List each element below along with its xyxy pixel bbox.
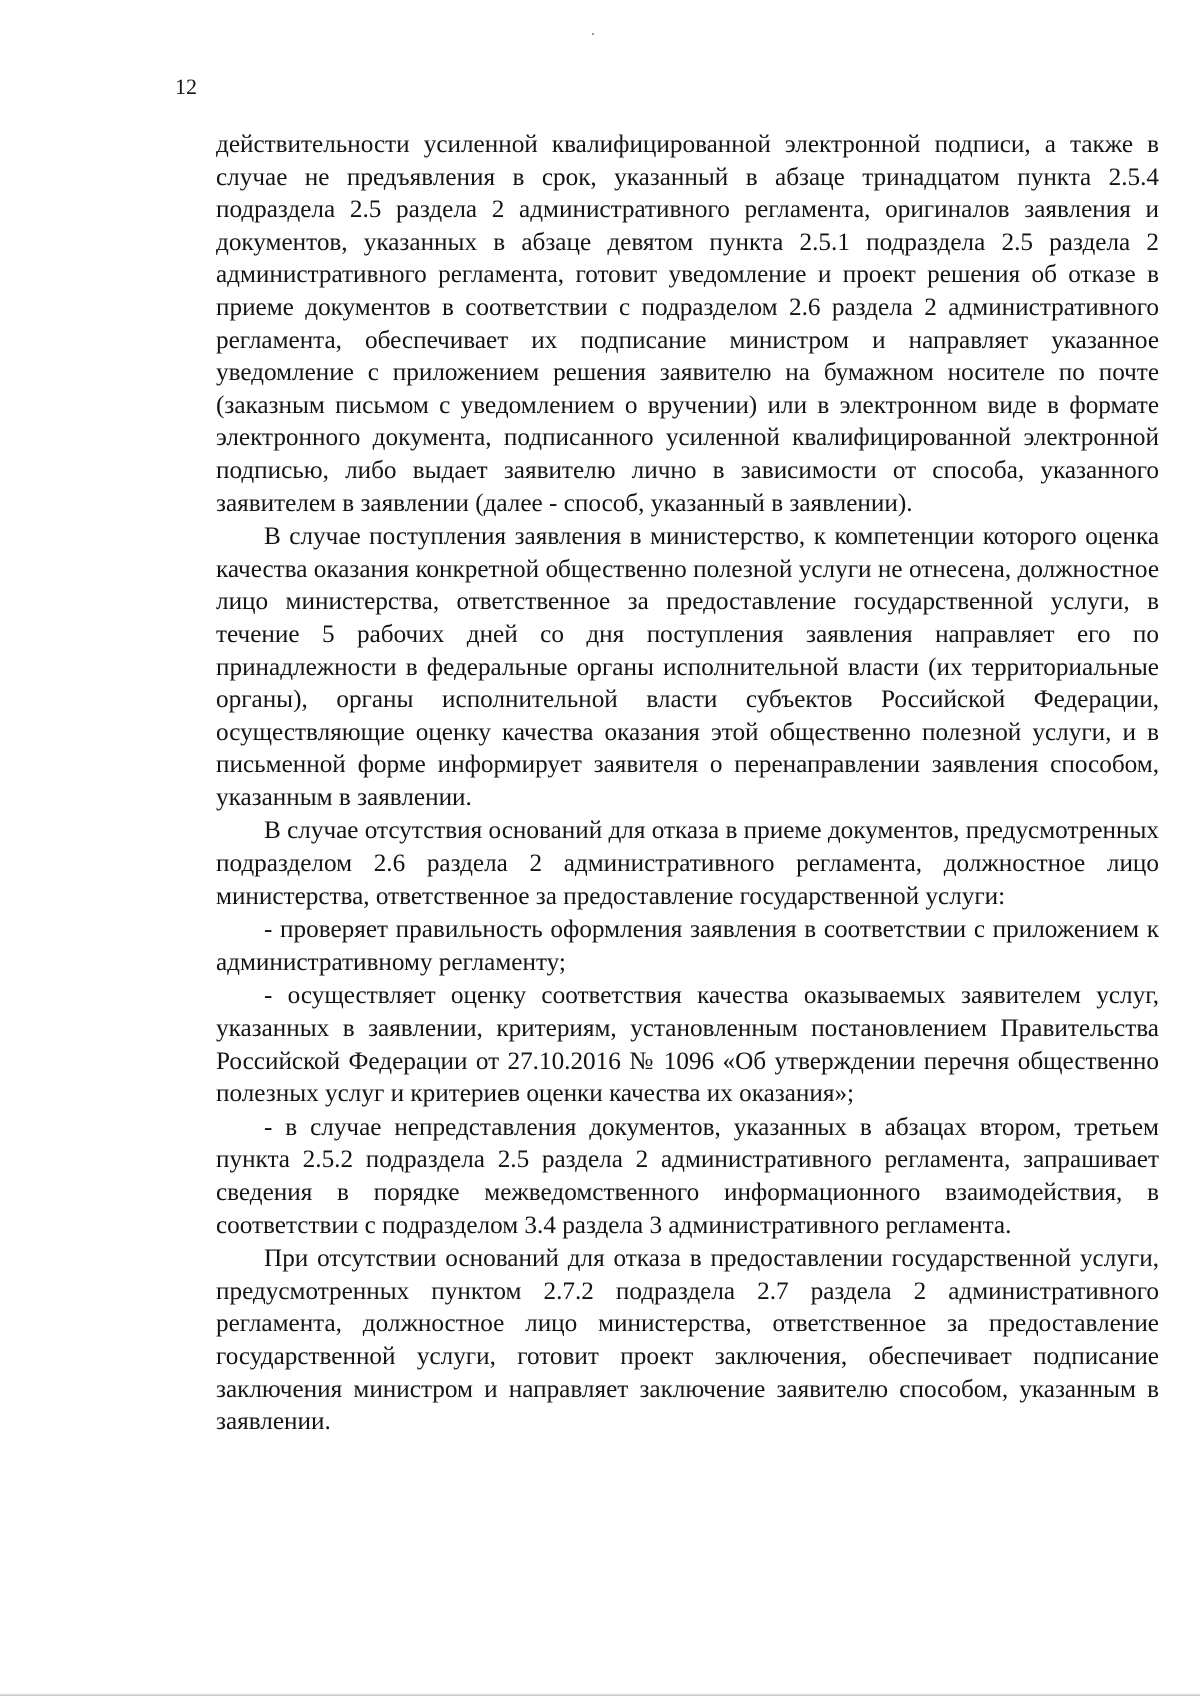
list-item-assess-quality: - осуществляет оценку соответствия качества оказываемых заявителем услуг, указанных в заявлении, критериям, установленным постановлением Правительства Российской Федерации от 27.10.2016 № 1096 «Об утверждении перечня общественно полезных услуг и критериев оценки качества их оказания»; xyxy=(216,982,1159,1108)
page-number: 12 xyxy=(175,74,197,99)
paragraph-1: действительности усиленной квалифицированной электронной подписи, а также в случае не предъявления в срок, указанный в абзаце тринадцатом пункта 2.5.4 подраздела 2.5 раздела 2 административного регламента, оригиналов заявления и документов, указанных в абзаце девятом пункта 2.5.1 подраздела 2.5 раздела 2 административного регламента, готовит уведомление и проект решения об отказе в приеме документов в соответствии с подразделом 2.6 раздела 2 административного регламента, обеспечивает их подписание министром и направляет указанное уведомление с приложением решения заявителю на бумажном носителе по почте (заказным письмом с уведомлением о вручении) или в электронном виде в формате электронного документа, подписанного усиленной квалифицированной электронной подписью, либо выдает заявителю лично в зависимости от способа, указанного заявителем в заявлении (далее - способ, указанный в заявлении). xyxy=(216,131,1159,517)
list-item-request-info: - в случае непредставления документов, указанных в абзацах втором, третьем пункта 2.5.2 подраздела 2.5 раздела 2 административного регламента, запрашивает сведения в порядке межведомственного информационного взаимодействия, в соответствии с подразделом 3.4 раздела 3 административного регламента. xyxy=(216,1113,1159,1239)
paragraph-conclusion: При отсутствии оснований для отказа в предоставлении государственной услуги, предусмотренных пунктом 2.7.2 подраздела 2.7 раздела 2 административного регламента, должностное лицо министерства, ответственное за предоставление государственной услуги, готовит проект заключения, обеспечивает подписание заключения министром и направляет заключение заявителю способом, указанным в заявлении. xyxy=(216,1245,1159,1436)
document-body xyxy=(216,129,1159,1439)
scan-speck xyxy=(592,33,594,35)
paragraph-2: В случае поступления заявления в министерство, к компетенции которого оценка качества оказания конкретной общественно полезной услуги не отнесена, должностное лицо министерства, ответственное за предоставление государственной услуги, в течение 5 рабочих дней со дня поступления заявления направляет его по принадлежности в федеральные органы исполнительной власти (их территориальные органы), органы исполнительной власти субъектов Российской Федерации, осуществляющие оценку качества оказания этой общественно полезной услуги, и в письменной форме информирует заявителя о перенаправлении заявления способом, указанным в заявлении. xyxy=(216,523,1159,811)
paragraph-3: В случае отсутствия оснований для отказа в приеме документов, предусмотренных подразделом 2.6 раздела 2 административного регламента, должностное лицо министерства, ответственное за предоставление государственной услуги: xyxy=(216,817,1159,910)
list-item-check-form: - проверяет правильность оформления заявления в соответствии с приложением к административному регламенту; xyxy=(216,916,1159,976)
